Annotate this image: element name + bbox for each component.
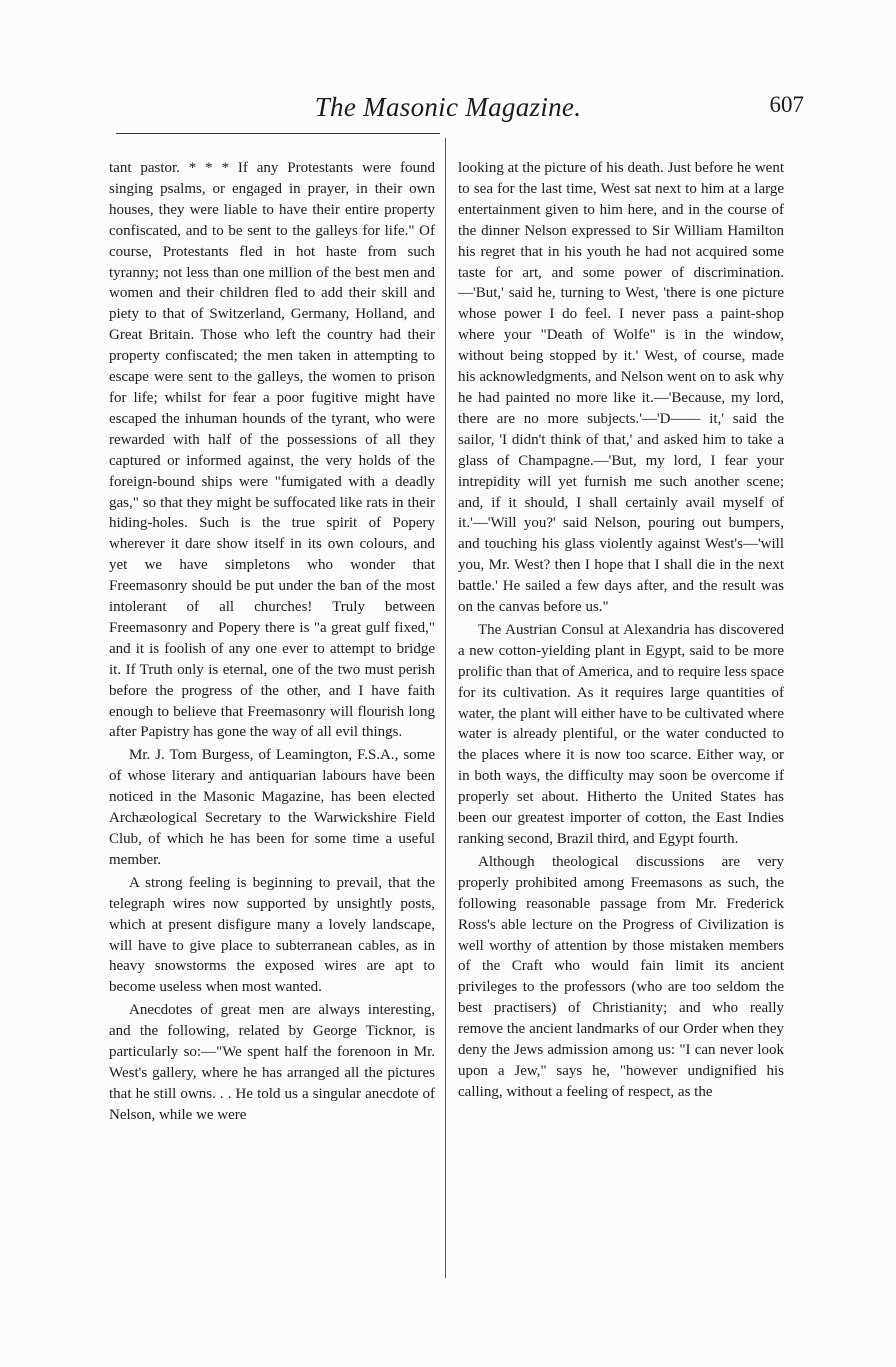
page-number: 607 [769,92,804,117]
left-column [109,158,435,1126]
header-rule [116,133,440,134]
running-title: The Masonic Magazine. [314,92,582,122]
right-paragraph-1: looking at the picture of his death. Just before he went to sea for the last time, West sat next to him at a large entertainment given to him here, and in the course of the dinner Nelson expressed to Sir William Hamilton his regret that in his youth he had not acquired some taste for art, and some power of discrimination.—'But,' said he, turning to West, 'there is one picture whose power I do feel. I never pass a paint-shop where your "Death of Wolfe" is in the window, without being stopped by it.' West, of course, made his acknowledgments, and Nelson went on to ask why he had painted no more like it.—'Because, my lord, there are no more subjects.'—'D—— it,' said the sailor, 'I didn't think of that,' and asked him to take a glass of Champagne.—'But, my lord, I fear your intrepidity will yet furnish me such another scene; and, if it should, I shall certainly avail myself of it.'—'Will you?' said Nelson, pouring out bumpers, and touching his glass violently against West's—'will you, Mr. West? then I hope that I shall die in the next battle.' He sailed a few days after, and the result was on the canvas before us." [458,160,784,616]
right-paragraph-3: Although theological discussions are very properly prohibited among Freemasons as such, the following reasonable passage from Mr. Frederick Ross's able lecture on the Progress of Civilization is well worthy of attention by those mistaken members of the Craft who would fain limit its ancient privileges to the professors (who are too seldom the best practisers) of Christianity; and who really remove the ancient landmarks of our Order when they deny the Jews admission among us: "I can never look upon a Jew," says he, "however undignified his calling, without a feeling of respect, as the [458,853,784,1100]
right-column [458,158,784,1103]
left-paragraph-1: tant pastor. * * * If any Protestants were found singing psalms, or engaged in prayer, in their own houses, they were liable to have their entire property confiscated, and to be sent to the galleys for life." Of course, Protestants fled in hot haste from such tyranny; not less than one million of the best men and women and their children fled to add their skill and piety to that of Switzerland, Germany, Holland, and Great Britain. Those who left the country had their property confiscated; the men taken in attempting to escape were sent to the galleys, the women to prison for life; whilst for fear a poor fugitive might have escaped the inhuman hounds of the tyrant, who were rewarded with half of the possessions of all they captured or informed against, the very holds of the foreign-bound ships were "fumigated with a deadly gas," so that they might be suffocated like rats in their hiding-holes. Such is the true spirit of Popery wherever it dare show itself in its own colours, and yet we have simpletons who wonder that Freemasonry should be put under the ban of the most intolerant of all churches! Truly between Freemasonry and Popery there is "a great gulf fixed," and it is foolish of any one ever to attempt to bridge it. If Truth only is eternal, one of the two must perish before the progress of the other, and I have faith enough to believe that Freemasonry will flourish long after Papistry has gone the way of all evil things. [109,160,435,741]
left-paragraph-4: Anecdotes of great men are always interesting, and the following, related by George Ticknor, is particularly so:—"We spent half the forenoon in Mr. West's gallery, where he has arranged all the pictures that he still owns. . . He told us a singular anecdote of Nelson, while we were [109,1002,435,1123]
column-divider [445,138,446,1278]
right-paragraph-2: The Austrian Consul at Alexandria has discovered a new cotton-yielding plant in Egypt, said to be more prolific than that of America, and to require less space for its cultivation. As it requires large quantities of water, the plant will either have to be cultivated where water is already plentiful, or the water conducted to the places where it is now too scarce. Either way, or in both ways, the difficulty may soon be overcome if properly set about. Hitherto the United States has been our greatest importer of cotton, the East Indies ranking second, Brazil third, and Egypt fourth. [458,621,784,847]
left-paragraph-3: A strong feeling is beginning to prevail, that the telegraph wires now supported by unsightly posts, which at present disfigure many a lovely landscape, will have to give place to subterranean cables, as in heavy snowstorms the exposed wires are apt to become useless when most wanted. [109,874,435,996]
left-paragraph-2: Mr. J. Tom Burgess, of Leamington, F.S.A., some of whose literary and antiquarian labours have been noticed in the Masonic Magazine, has been elected Archæological Secretary to the Warwickshire Field Club, of which he has been for some time a useful member. [109,747,435,868]
page-header [0,92,896,132]
